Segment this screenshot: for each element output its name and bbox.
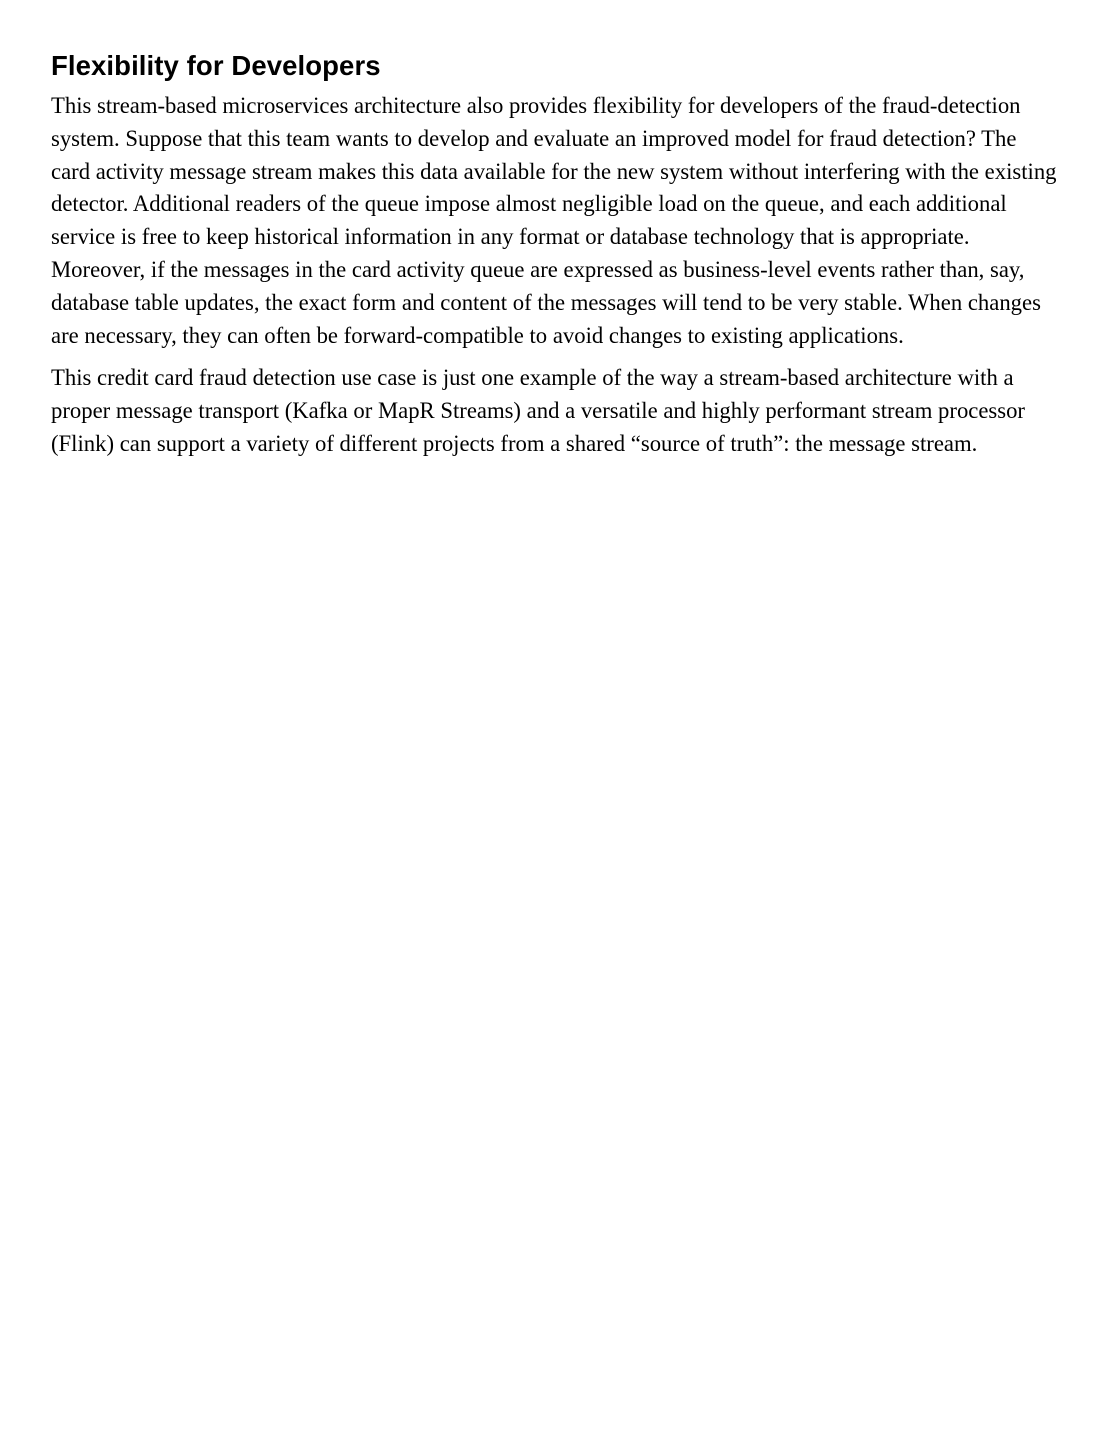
section-heading: Flexibility for Developers (51, 50, 381, 81)
paragraph-flexibility: This stream-based microservices architecture also provides flexibility for developers of the fraud-detection system. Suppose that this team wants to develop and evaluate an improved model for fraud detection? The card activity message stream makes this data available for the new system without interfering with the existing detector. Additional readers of the queue impose almost negligible load on the queue, and each additional service is free to keep historical information in any format or database technology that is appropriate. Moreover, if the messages in the card activity queue are expressed as business-level events rather than, say, database table updates, the exact form and content of the messages will tend to be very stable. When changes are necessary, they can often be forward-compatible to avoid changes to existing applications. (51, 93, 1057, 348)
paragraph-use-case: This credit card fraud detection use case is just one example of the way a stream-based architecture with a proper message transport (Kafka or MapR Streams) and a versatile and highly performant stream processor (Flink) can support a variety of different projects from a shared “source of truth”: the message stream. (51, 365, 1025, 456)
document-page (51, 48, 1061, 471)
